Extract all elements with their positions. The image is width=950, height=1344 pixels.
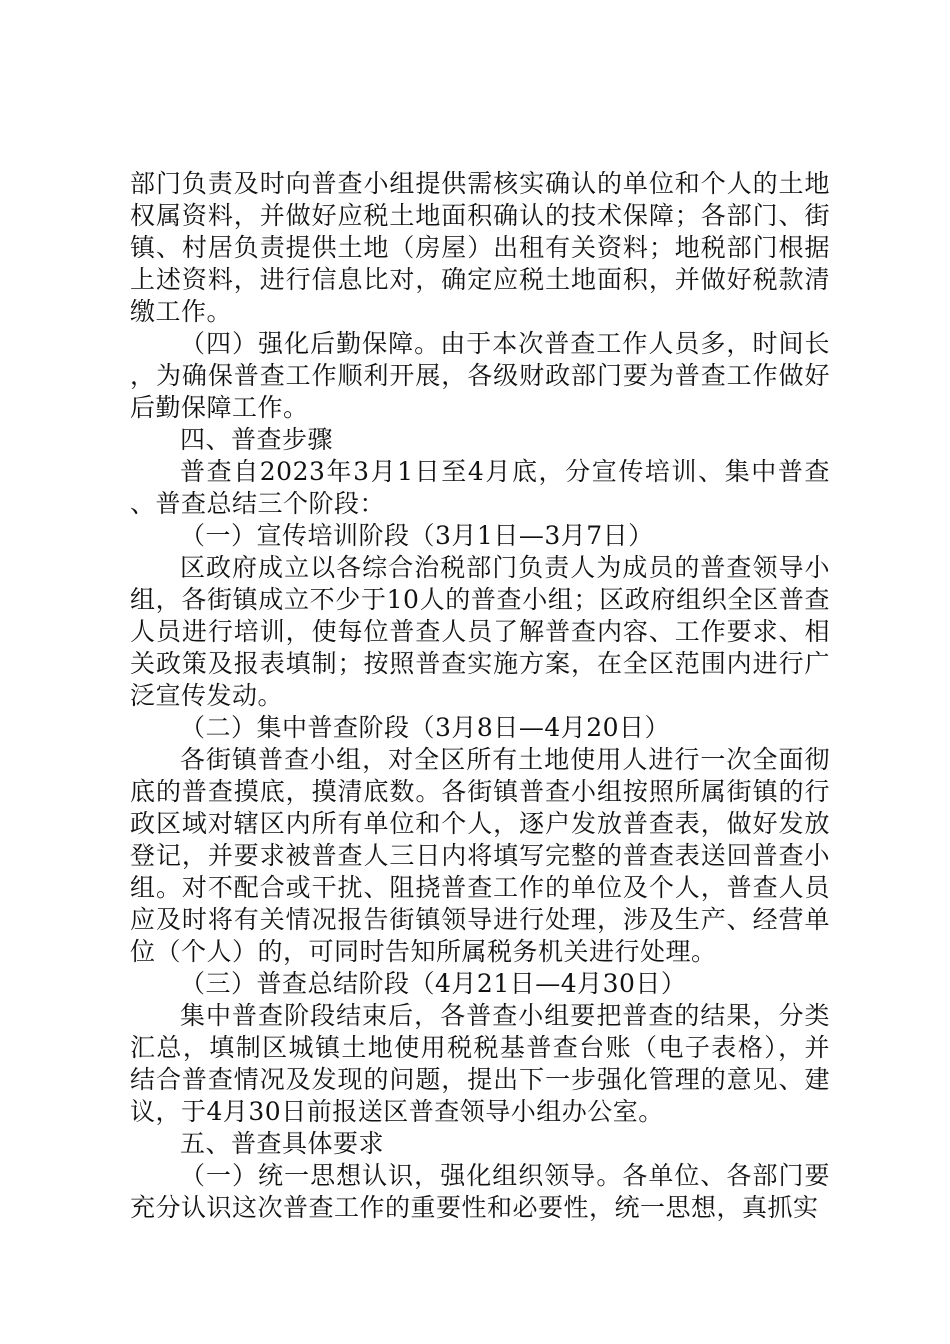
document-body xyxy=(130,168,830,1224)
paragraph-unified-thinking: （一）统一思想认识，强化组织领导。各单位、各部门要充分认识这次普查工作的重要性和必要性，统一思想，真抓实 xyxy=(130,1161,830,1222)
paragraph-land-data-responsibility: 部门负责及时向普查小组提供需核实确认的单位和个人的土地权属资料，并做好应税土地面积确认的技术保障；各部门、街镇、村居负责提供土地（房屋）出租有关资料；地税部门根据上述资料，进行信息比对，确定应税土地面积，并做好税款清缴工作。 xyxy=(130,169,830,326)
subheading-centralized-survey-phase: （二）集中普查阶段（3月8日—4月20日） xyxy=(180,713,671,742)
paragraph-summary: 集中普查阶段结束后，各普查小组要把普查的结果，分类汇总，填制区城镇土地使用税税基普查台账（电子表格），并结合普查情况及发现的问题，提出下一步强化管理的意见、建议，于4月30日前报送区普查领导小组办公室。 xyxy=(130,1001,830,1126)
paragraph-logistics-support: （四）强化后勤保障。由于本次普查工作人员多，时间长，为确保普查工作顺利开展，各级财政部门要为普查工作做好后勤保障工作。 xyxy=(130,329,830,422)
subheading-publicity-training-phase: （一）宣传培训阶段（3月1日—3月7日） xyxy=(180,521,654,550)
subheading-summary-phase: （三）普查总结阶段（4月21日—4月30日） xyxy=(180,969,687,998)
section-heading-specific-requirements: 五、普查具体要求 xyxy=(180,1129,385,1158)
paragraph-centralized-survey: 各街镇普查小组，对全区所有土地使用人进行一次全面彻底的普查摸底，摸清底数。各街镇普查小组按照所属街镇的行政区域对辖区内所有单位和个人，逐户发放普查表，做好发放登记，并要求被普查人三日内将填写完整的普查表送回普查小组。对不配合或干扰、阻挠普查工作的单位及个人，普查人员应及时将有关情况报告街镇领导进行处理，涉及生产、经营单位（个人）的，可同时告知所属税务机关进行处理。 xyxy=(130,745,830,966)
section-heading-survey-steps: 四、普查步骤 xyxy=(180,425,334,454)
paragraph-publicity-training: 区政府成立以各综合治税部门负责人为成员的普查领导小组，各街镇成立不少于10人的普查小组；区政府组织全区普查人员进行培训，使每位普查人员了解普查内容、工作要求、相关政策及报表填制；按照普查实施方案，在全区范围内进行广泛宣传发动。 xyxy=(130,553,830,710)
paragraph-survey-schedule: 普查自2023年3月1日至4月底，分宣传培训、集中普查、普查总结三个阶段： xyxy=(130,457,830,518)
